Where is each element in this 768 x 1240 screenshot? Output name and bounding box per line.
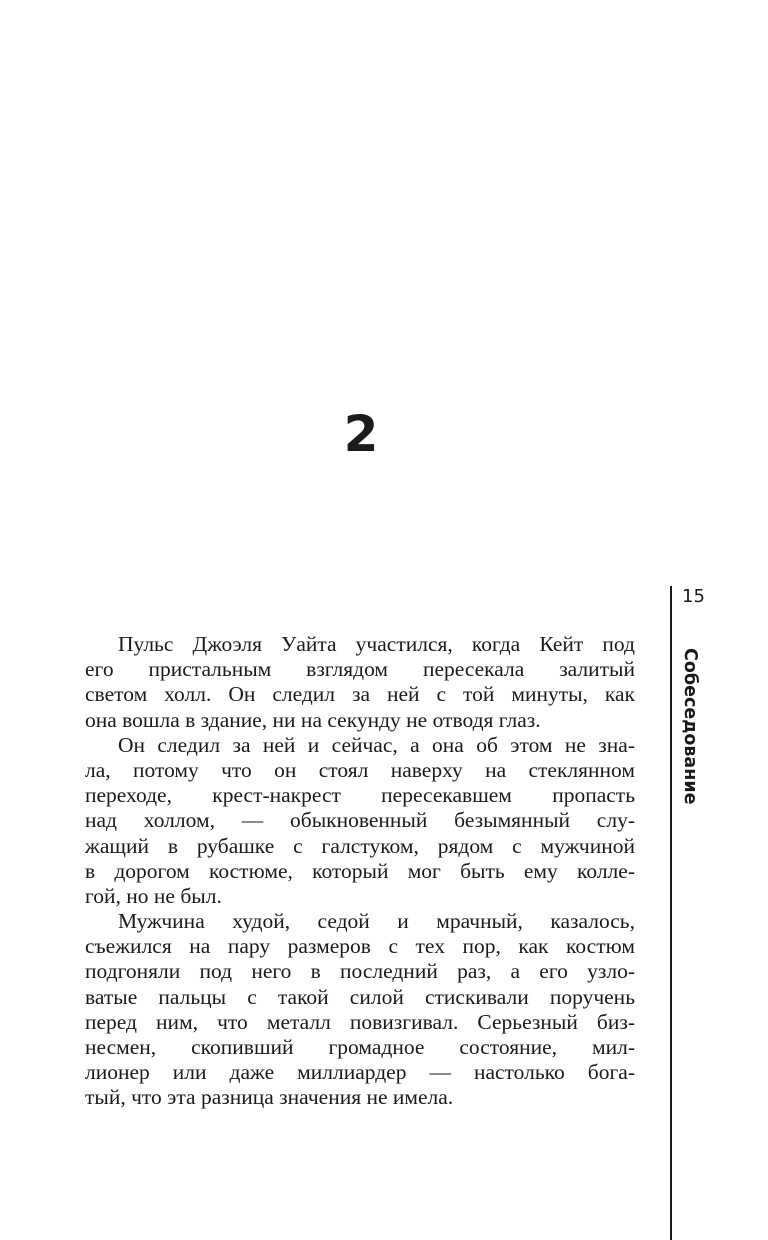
text-line: Мужчина худой, седой и мрачный, казалось, <box>118 909 635 934</box>
text-line: Пульс Джоэля Уайта участился, когда Кейт под <box>118 632 635 656</box>
text-line: Он следил за ней и сейчас, а она об этом не зна- <box>118 732 635 757</box>
text-line: его пристальным взглядом пересекала залитый <box>85 657 635 682</box>
text-line: съежился на пару размеров с тех пор, как костюм <box>85 934 635 959</box>
text-line: перед ним, что металл повизгивал. Серьезный биз- <box>85 1009 635 1034</box>
text-line: лионер или даже миллиардер — настолько бога- <box>85 1060 635 1085</box>
text-line: в дорогом костюме, который мог быть ему колле- <box>85 858 635 883</box>
text-line: ватые пальцы с такой силой стискивали поручень <box>85 984 635 1009</box>
margin-rule <box>670 586 672 1240</box>
text-line: она вошла в здание, ни на секунду не отводя глаз. <box>85 707 541 732</box>
text-line: светом холл. Он следил за ней с той минуты, как <box>85 682 635 707</box>
text-line: над холлом, — обыкновенный безымянный слу- <box>85 808 635 833</box>
text-line: гой, но не был. <box>85 883 222 908</box>
text-line: переходе, крест-накрест пересекавшем пропасть <box>85 783 635 808</box>
text-line: жащий в рубашке с галстуком, рядом с мужчиной <box>85 833 635 858</box>
text-line: тый, что эта разница значения не имела. <box>85 1085 454 1110</box>
running-head: Собеседование <box>680 648 700 805</box>
page-number: 15 <box>682 586 705 607</box>
text-line: подгоняли под него в последний раз, а его узло- <box>85 959 635 984</box>
chapter-body-text <box>85 632 635 1111</box>
text-line: ла, потому что он стоял наверху на стеклянном <box>85 757 635 782</box>
text-line: несмен, скопивший громадное состояние, мил- <box>85 1035 635 1059</box>
chapter-number: 2 <box>343 405 379 463</box>
